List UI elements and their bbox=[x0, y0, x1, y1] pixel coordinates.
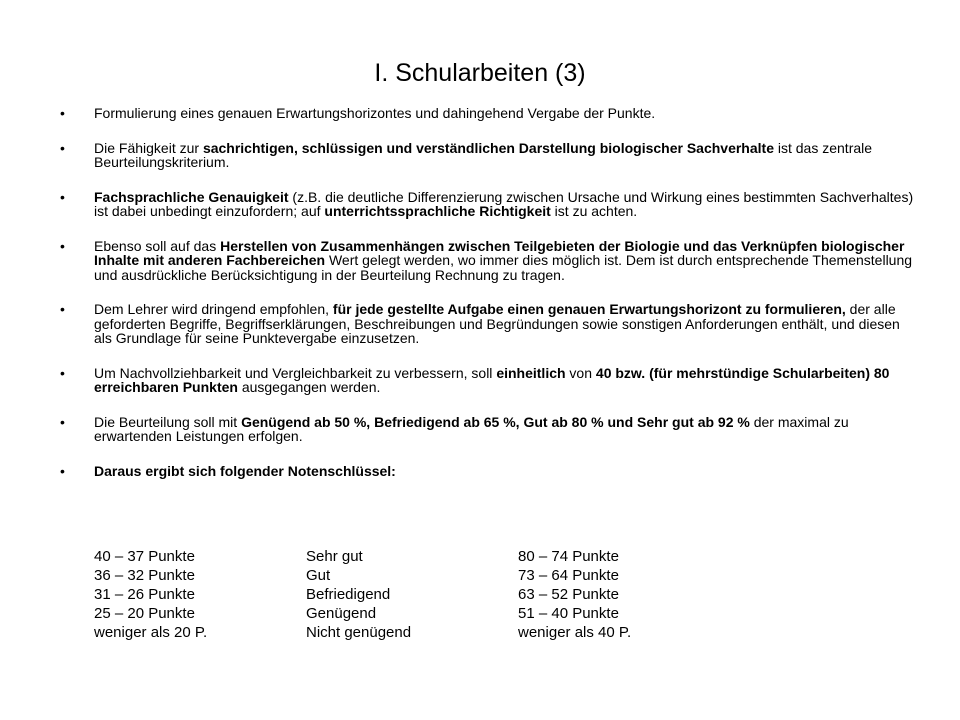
slide-title: I. Schularbeiten (3) bbox=[374, 59, 586, 87]
grade-label: Sehr gut bbox=[306, 548, 363, 565]
bullet-item bbox=[60, 190, 920, 219]
bullet-emphasis-text: Herstellen von Zusammenhängen zwischen Teilgebieten der Biologie und das Verknüpfen biologischer Inhalte mit anderen Fachbereichen bbox=[94, 237, 905, 268]
bullet-text: Formulierung eines genauen Erwartungshorizontes und dahingehend Vergabe der Punkte. bbox=[94, 105, 656, 121]
bullet-emphasis-text: einheitlich bbox=[496, 364, 566, 381]
bullet-emphasis-text: unterrichtssprachliche Richtigkeit bbox=[324, 203, 551, 219]
grade-row bbox=[94, 566, 718, 585]
bullet-emphasis-text: Daraus ergibt sich folgender Notenschlüssel: bbox=[94, 462, 396, 479]
points-40: 36 – 32 Punkte bbox=[94, 567, 195, 584]
bullet-item bbox=[60, 239, 920, 283]
grade-label: Genügend bbox=[306, 605, 377, 622]
bullet-text: der maximal zu erwartenden Leistungen erfolgen. bbox=[94, 413, 849, 444]
points-80: 63 – 52 Punkte bbox=[518, 586, 619, 603]
bullet-item bbox=[60, 464, 920, 479]
grade-label: Nicht genügend bbox=[306, 624, 412, 641]
grade-row bbox=[94, 623, 718, 642]
bullet-text: der alle geforderten Begriffe, Begriffserklärungen, Beschreibungen und Begründungen sowie sonstigen Anforderungen enthält, und diesen als Grundlage für seine Punktevergabe einzusetzen. bbox=[94, 301, 900, 346]
points-80: 73 – 64 Punkte bbox=[518, 567, 619, 584]
bullet-item bbox=[60, 141, 920, 170]
bullet-item bbox=[60, 106, 920, 121]
grade-row bbox=[94, 585, 718, 604]
bullet-text: Um Nachvollziehbarkeit und Vergleichbarkeit zu verbessern, soll bbox=[94, 364, 497, 381]
grade-row bbox=[94, 547, 718, 566]
bullet-text: Die Beurteilung soll mit bbox=[94, 413, 242, 430]
bullet-list bbox=[60, 106, 920, 478]
grade-label: Befriedigend bbox=[306, 586, 391, 603]
bullet-text: (z.B. die deutliche Differenzierung zwischen Ursache und Wirkung eines bestimmten Sachverhaltes) ist dabei unbedingt einzufordern; auf bbox=[94, 188, 914, 219]
bullet-emphasis-text: sachrichtigen, schlüssigen und verständlichen Darstellung biologischer Sachverhalte bbox=[202, 139, 774, 156]
bullet-text: ist zu achten. bbox=[550, 203, 638, 219]
bullet-text: Die Fähigkeit zur bbox=[94, 139, 203, 156]
bullet-emphasis-text: Genügend ab 50 %, Befriedigend ab 65 %, Gut ab 80 % und Sehr gut ab 92 % bbox=[241, 413, 750, 430]
bullet-text: von bbox=[565, 364, 596, 381]
bullet-item bbox=[60, 366, 920, 395]
grade-key-table bbox=[94, 547, 718, 642]
points-80: 80 – 74 Punkte bbox=[518, 548, 619, 565]
bullet-item bbox=[60, 415, 920, 444]
points-40: 31 – 26 Punkte bbox=[94, 586, 195, 603]
points-80: 51 – 40 Punkte bbox=[518, 605, 619, 622]
bullet-text: Dem Lehrer wird dringend empfohlen, bbox=[94, 301, 333, 317]
bullet-emphasis-text: Fachsprachliche Genauigkeit bbox=[94, 188, 289, 205]
points-40: weniger als 20 P. bbox=[94, 624, 208, 641]
grade-label: Gut bbox=[306, 567, 331, 584]
bullet-emphasis-text: für jede gestellte Aufgabe einen genauen Erwartungshorizont zu formulieren, bbox=[332, 301, 846, 317]
bullet-emphasis-text: 40 bzw. (für mehrstündige Schularbeiten) 80 erreichbaren Punkten bbox=[94, 364, 890, 395]
bullet-text: ausgegangen werden. bbox=[237, 379, 381, 395]
bullet-text: ist das zentrale Beurteilungskriterium. bbox=[94, 139, 873, 170]
points-80: weniger als 40 P. bbox=[518, 624, 632, 641]
bullet-text: Wert gelegt werden, wo immer dies möglich ist. Dem ist durch entsprechende Themenstellung und ausdrückliche Berücksichtigung in der Beurteilung Rechnung zu tragen. bbox=[94, 252, 913, 283]
points-40: 25 – 20 Punkte bbox=[94, 605, 195, 622]
bullet-item bbox=[60, 302, 920, 346]
points-40: 40 – 37 Punkte bbox=[94, 548, 195, 565]
bullet-text: Ebenso soll auf das bbox=[94, 237, 221, 254]
grade-row bbox=[94, 604, 718, 623]
